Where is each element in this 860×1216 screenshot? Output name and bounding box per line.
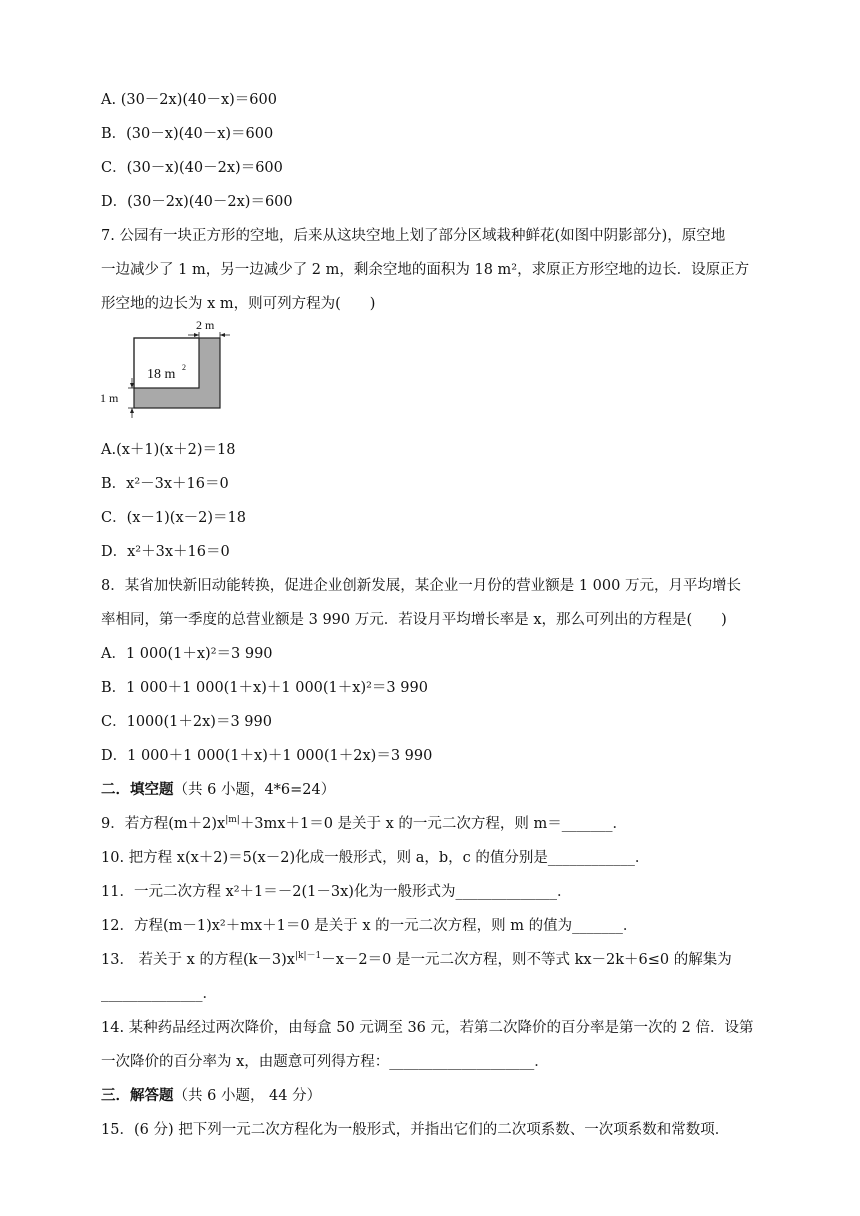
q7-option-a: A.(x＋1)(x＋2)＝18 <box>101 442 236 458</box>
figure-side-label: 1 m <box>100 391 119 405</box>
q14-line-1: 14. 某种药品经过两次降价，由每盒 50 元调至 36 元，若第二次降价的百分率是第一次的 2 倍．设第 <box>101 1020 754 1036</box>
q9-post: ＋3mx＋1＝0 是关于 x 的一元二次方程，则 m＝_______． <box>239 816 628 832</box>
section-2-title: 二．填空题 <box>101 781 174 798</box>
q6-option-d: D．(30－2x)(40－2x)＝600 <box>101 194 293 210</box>
q10-line: 10. 把方程 x(x＋2)＝5(x－2)化成一般形式，则 a，b，c 的值分别是____________． <box>101 850 650 866</box>
q9-pre: 9．若方程(m＋2)x <box>101 816 226 832</box>
section-3-heading <box>101 1086 321 1106</box>
section-3-title: 三．解答题 <box>101 1087 174 1104</box>
q13-line-1 <box>101 950 732 970</box>
q6-option-b: B．(30－x)(40－x)＝600 <box>101 126 274 142</box>
figure-area-sup: 2 <box>182 363 186 372</box>
q8-option-b: B．1 000＋1 000(1＋x)＋1 000(1＋x)²＝3 990 <box>101 680 428 696</box>
q6-option-c: C．(30－x)(40－2x)＝600 <box>101 160 283 176</box>
q7-option-d: D．x²＋3x＋16＝0 <box>101 544 230 560</box>
q9-sup: |m| <box>225 815 240 825</box>
q7-stem-line-1: 7. 公园有一块正方形的空地，后来从这块空地上划了部分区域栽种鲜花(如图中阴影部分)，原空地 <box>101 228 726 244</box>
q8-stem-line-1: 8．某省加快新旧动能转换，促进企业创新发展，某企业一月份的营业额是 1 000 万元，月平均增长 <box>101 578 741 594</box>
q9-line <box>101 814 627 834</box>
q7-figure <box>100 316 234 426</box>
q12-line: 12．方程(m－1)x²＋mx＋1＝0 是关于 x 的一元二次方程，则 m 的值为_______． <box>101 918 638 934</box>
q13-line-2: ______________． <box>101 986 217 1002</box>
q8-option-c: C．1000(1＋2x)＝3 990 <box>101 714 272 730</box>
q7-stem-line-3: 形空地的边长为 x m，则可列方程为( ) <box>101 296 376 312</box>
section-2-note: （共 6 小题，4*6=24） <box>173 782 336 798</box>
section-2-heading <box>101 780 335 800</box>
figure-top-label: 2 m <box>196 318 215 332</box>
q7-option-c: C．(x－1)(x－2)＝18 <box>101 510 246 526</box>
q15-line: 15．(6 分) 把下列一元二次方程化为一般形式，并指出它们的二次项系数、一次项系数和常数项． <box>101 1122 730 1138</box>
q13-pre: 13． 若关于 x 的方程(k－3)x <box>101 952 295 968</box>
section-3-note: （共 6 小题， 44 分） <box>173 1088 322 1104</box>
figure-area-label: 18 m <box>147 367 176 382</box>
q7-option-b: B．x²－3x＋16＝0 <box>101 476 229 492</box>
q8-option-d: D．1 000＋1 000(1＋x)＋1 000(1＋2x)＝3 990 <box>101 748 433 764</box>
q8-stem-line-2: 率相同，第一季度的总营业额是 3 990 万元．若设月平均增长率是 x，那么可列出的方程是( ) <box>101 612 727 628</box>
q7-stem-line-2: 一边减少了 1 m，另一边减少了 2 m，剩余空地的面积为 18 m²，求原正方形空地的边长．设原正方 <box>101 262 750 278</box>
q6-option-a: A. (30－2x)(40－x)＝600 <box>101 92 277 108</box>
q8-option-a: A．1 000(1＋x)²＝3 990 <box>101 646 273 662</box>
q13-post: －x－2＝0 是一元二次方程，则不等式 kx－2k＋6≤0 的解集为 <box>321 952 732 968</box>
q7-square-diagram <box>100 316 234 426</box>
q11-line: 11．一元二次方程 x²＋1＝－2(1－3x)化为一般形式为______________． <box>101 884 572 900</box>
q13-sup: |k|－1 <box>294 951 322 961</box>
q14-line-2: 一次降价的百分率为 x，由题意可列得方程：____________________． <box>101 1054 549 1070</box>
